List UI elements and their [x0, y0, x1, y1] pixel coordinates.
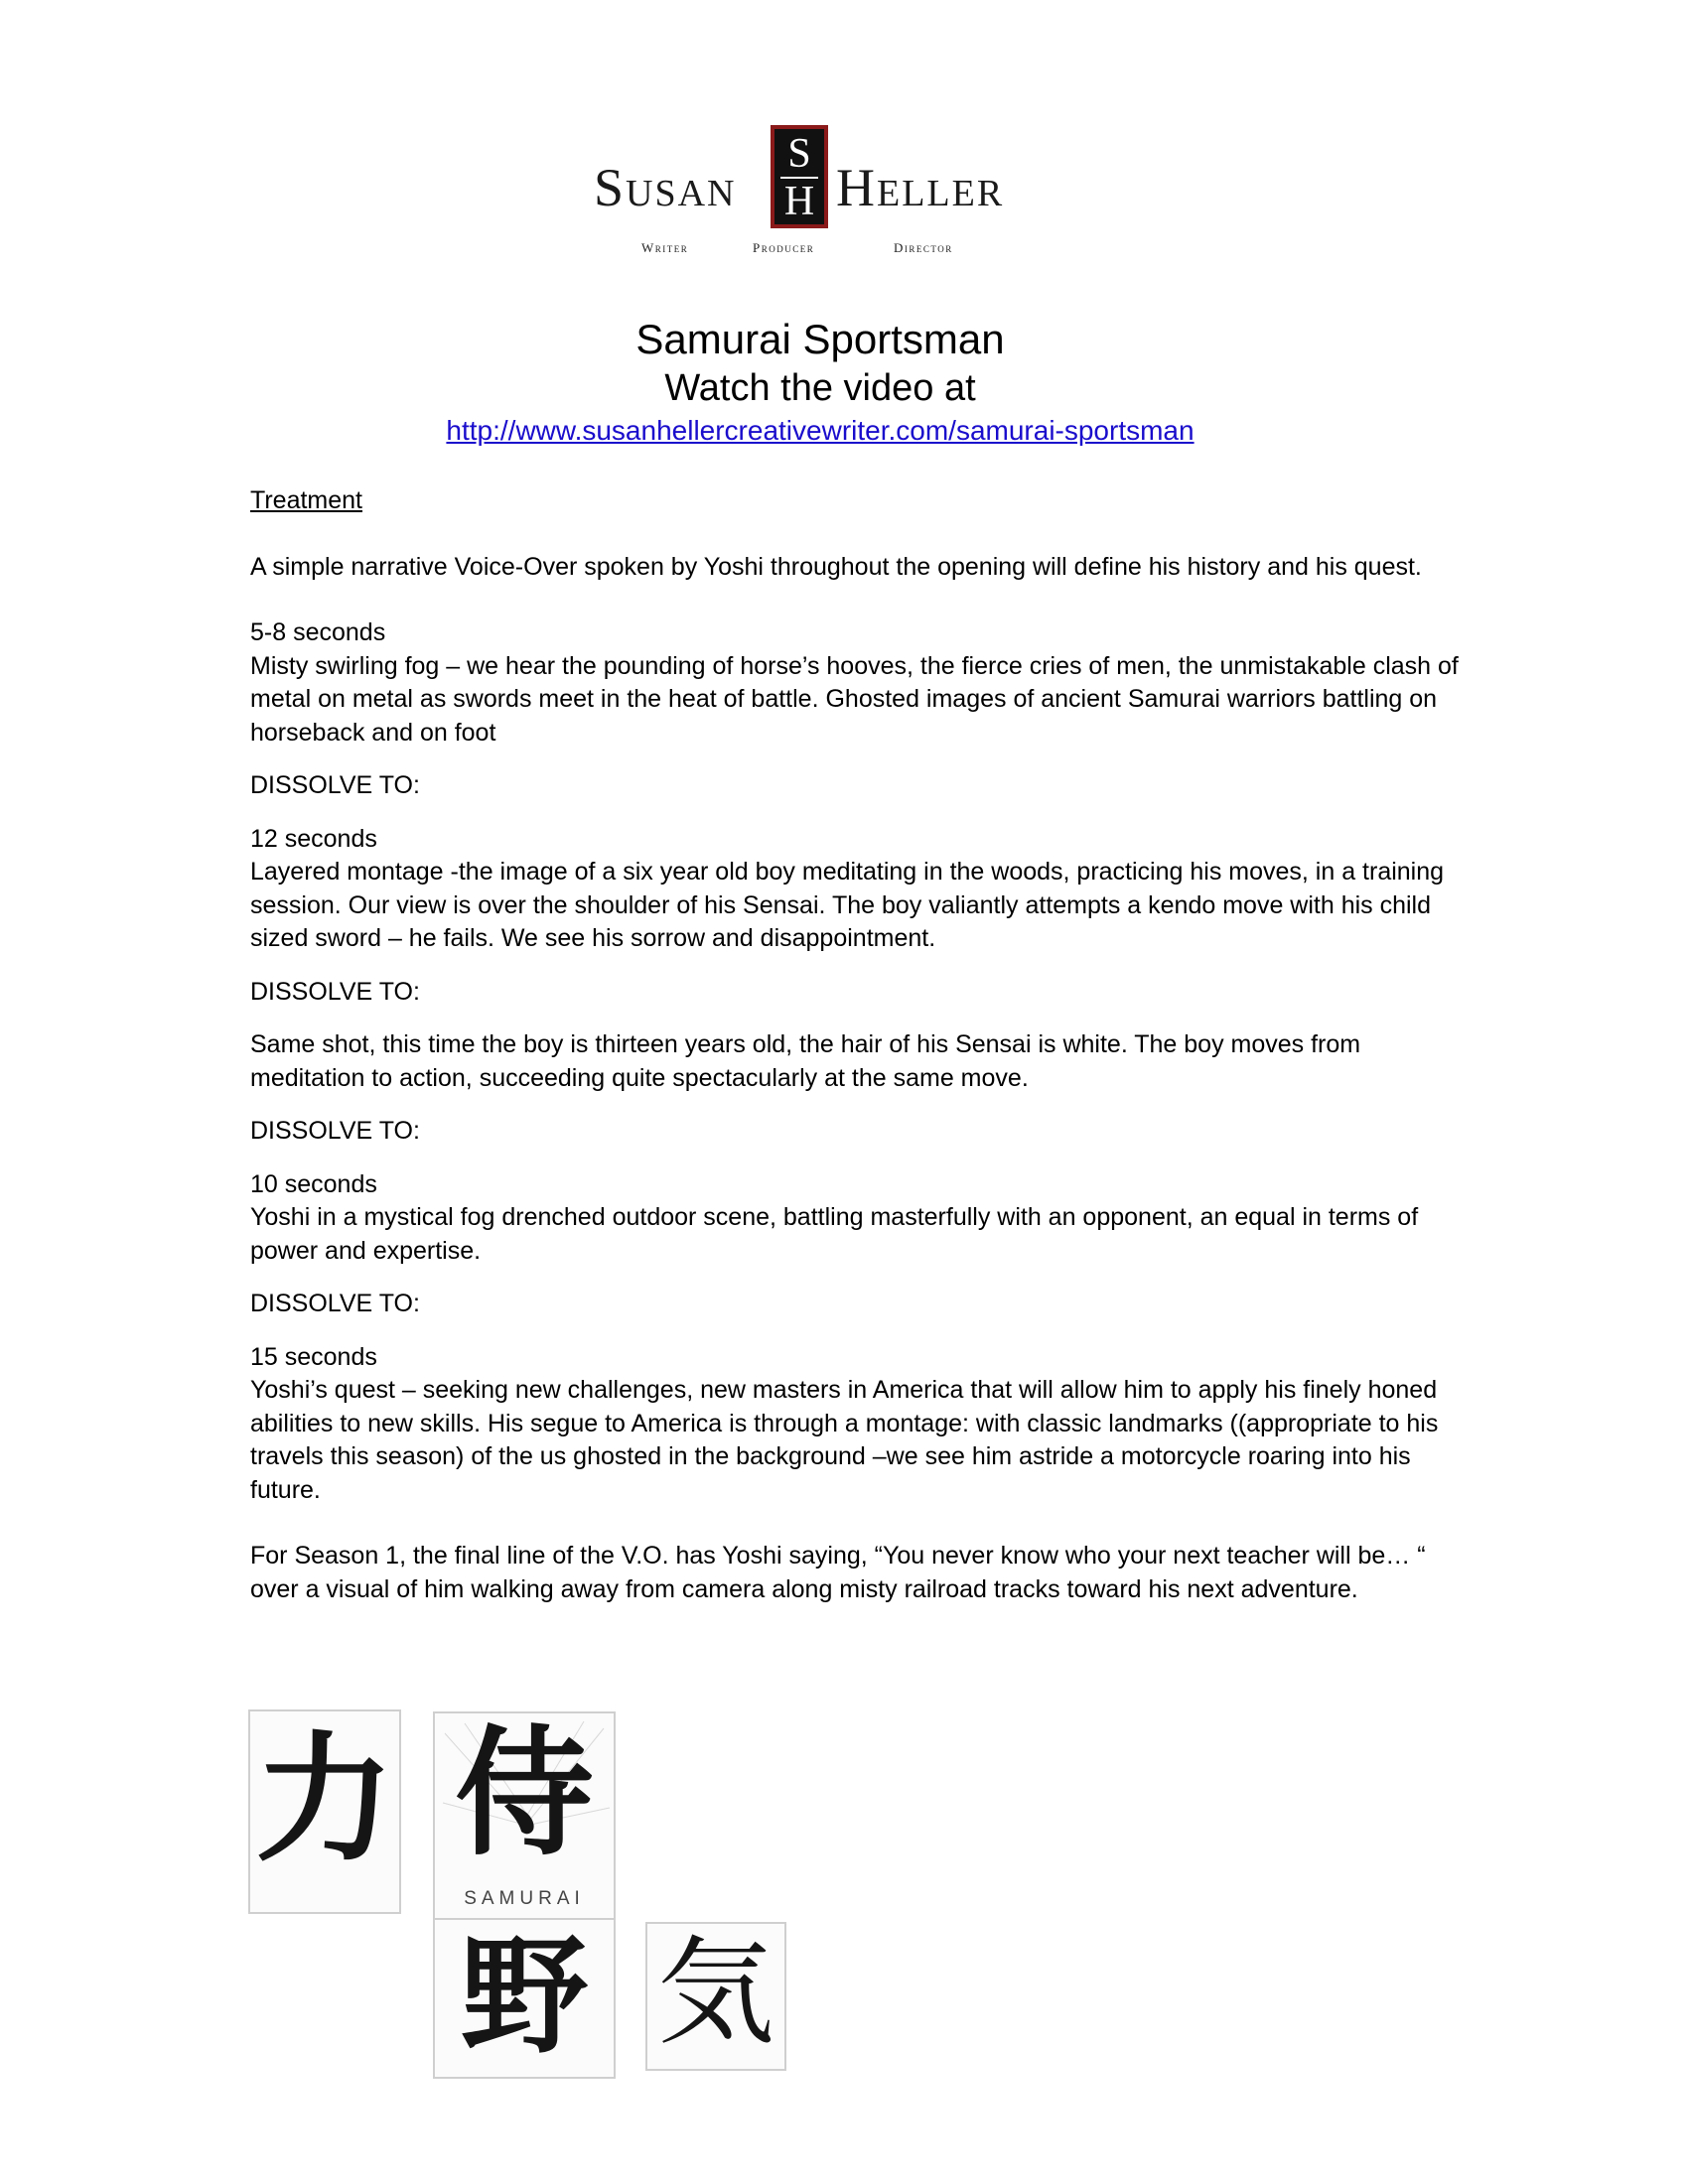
- kanji-samurai-caption: SAMURAI: [464, 1888, 585, 1909]
- kanji-spirit: 気: [656, 1924, 774, 2061]
- section-duration: 12 seconds: [250, 824, 377, 853]
- kanji-power: 力: [254, 1719, 394, 1881]
- section-duration: 15 seconds: [250, 1342, 377, 1371]
- logo-first-name: Susan: [594, 158, 737, 217]
- monogram-top-letter: S: [787, 131, 811, 177]
- role-writer: Writer: [641, 240, 689, 255]
- section-heading: Treatment: [250, 486, 363, 514]
- section-text: Same shot, this time the boy is thirteen years old, the hair of his Sensai is white. The boy moves from meditation to action, succeeding quite spectacularly at the same move.: [250, 1030, 1361, 1092]
- treatment-body: [250, 484, 1472, 1606]
- kanji-power-image: [248, 1709, 401, 1914]
- video-link[interactable]: http://www.susanhellercreativewriter.com/samurai-sportsman: [446, 415, 1195, 446]
- role-director: Director: [894, 240, 953, 255]
- section-duration: 10 seconds: [250, 1169, 377, 1198]
- page-subtitle: Watch the video at: [664, 367, 976, 409]
- intro-paragraph: A simple narrative Voice-Over spoken by Yoshi throughout the opening will define his history and his quest.: [250, 552, 1422, 581]
- closing-paragraph: For Season 1, the final line of the V.O. has Yoshi saying, “You never know who your next teacher will be… “ over a visual of him walking away from camera along misty railroad tracks toward his next adventure.: [250, 1542, 1426, 1603]
- logo-last-name: Heller: [836, 158, 1005, 217]
- transition-label: DISSOLVE TO:: [250, 1117, 420, 1145]
- section-duration: 5-8 seconds: [250, 618, 386, 646]
- section-text: Yoshi in a mystical fog drenched outdoor scene, battling masterfully with an opponent, an equal in terms of power and expertise.: [250, 1203, 1419, 1265]
- section-text: Misty swirling fog – we hear the pounding of horse’s hooves, the fierce cries of men, the unmistakable clash of metal on metal as swords meet in the heat of battle. Ghosted images of ancient Samurai warriors battling on horseback and on foot: [250, 651, 1459, 747]
- logo-monogram: [771, 125, 828, 228]
- monogram-bottom-letter: H: [783, 179, 815, 224]
- kanji-field: 野: [460, 1923, 588, 2071]
- section-text: Yoshi’s quest – seeking new challenges, new masters in America that will allow him to apply his finely honed abilities to new skills. His segue to America is through a montage: with classic landmarks ((appropriate to his travels this season) of the us ghosted in the background –we see him astride a motorcycle roaring into his future.: [250, 1376, 1439, 1504]
- kanji-field-image: [433, 1918, 616, 2079]
- kanji-samurai-image: [433, 1711, 616, 1920]
- transition-label: DISSOLVE TO:: [250, 771, 420, 799]
- transition-label: DISSOLVE TO:: [250, 1290, 420, 1317]
- transition-label: DISSOLVE TO:: [250, 977, 420, 1006]
- letterhead-logo: [586, 119, 1043, 268]
- kanji-spirit-image: [645, 1922, 786, 2071]
- section-text: Layered montage -the image of a six year old boy meditating in the woods, practicing his moves, in a training session. Our view is over the shoulder of his Sensai. The boy valiantly attempts a kendo move with his child sized sword – he fails. We see his sorrow and disappointment.: [250, 858, 1445, 952]
- kanji-samurai: 侍: [454, 1713, 594, 1875]
- role-producer: Producer: [753, 240, 815, 255]
- page-title: Samurai Sportsman: [635, 316, 1005, 362]
